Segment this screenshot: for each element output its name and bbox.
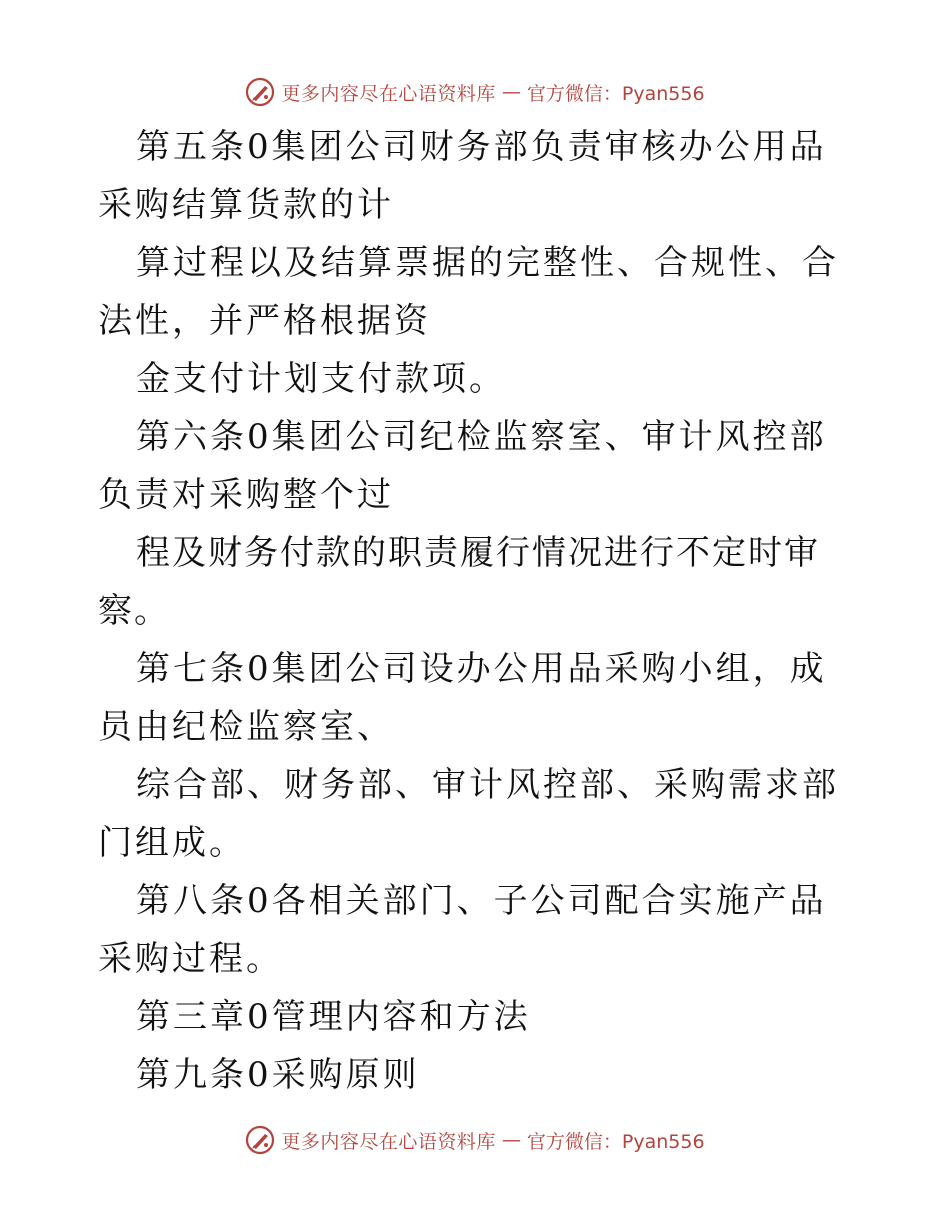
- paragraph-article-7-part-1: 第七条0集团公司设办公用品采购小组，成员由纪检监察室、: [98, 649, 827, 747]
- paragraph-article-7-part-2: 综合部、财务部、审计风控部、采购需求部门组成。: [98, 765, 839, 863]
- quill-pen-logo-icon: [245, 77, 275, 107]
- paragraph-article-9: 第九条0采购原则: [136, 1055, 420, 1095]
- paragraph-article-5-part-3: 金支付计划支付款项。: [136, 359, 506, 399]
- paragraph-article-5-part-1: 第五条0集团公司财务部负责审核办公用品采购结算货款的计: [98, 127, 827, 225]
- paragraph-article-8: 第八条0各相关部门、子公司配合实施产品采购过程。: [98, 881, 827, 979]
- paragraph-article-6-part-2: 程及财务付款的职责履行情况进行不定时审察。: [98, 533, 820, 631]
- page-header: [0, 72, 950, 112]
- document-body: [98, 118, 858, 1104]
- chapter-3-heading: 第三章0管理内容和方法: [136, 997, 531, 1037]
- paragraph-article-5-part-2: 算过程以及结算票据的完整性、合规性、合法性，并严格根据资: [98, 243, 839, 341]
- footer-brand-contact: 官方微信：Pyan556: [526, 1130, 705, 1153]
- brand-dash: —: [501, 81, 521, 103]
- quill-pen-logo-icon: [245, 1125, 275, 1155]
- brand-banner: [245, 77, 704, 107]
- brand-contact: 官方微信：Pyan556: [526, 82, 705, 105]
- footer-brand-text: 更多内容尽在心语资料库: [281, 1130, 496, 1153]
- footer-brand-dash: —: [501, 1129, 521, 1151]
- brand-text: 更多内容尽在心语资料库: [281, 82, 496, 105]
- paragraph-article-6-part-1: 第六条0集团公司纪检监察室、审计风控部负责对采购整个过: [98, 417, 827, 515]
- footer-brand-banner: [245, 1125, 704, 1155]
- page-footer: [0, 1120, 950, 1160]
